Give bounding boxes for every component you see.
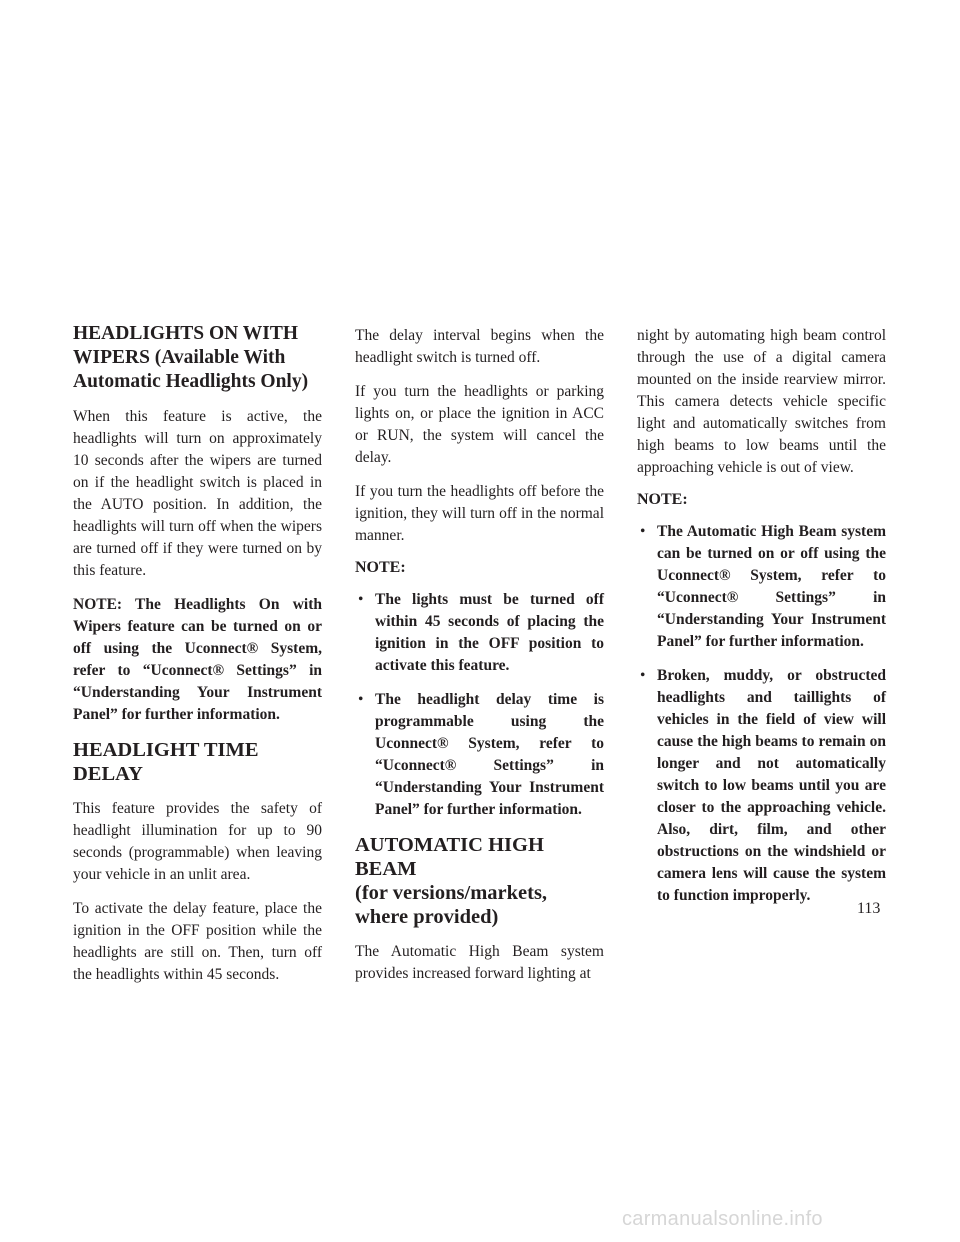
list-item-text: The headlight delay time is programmable using the Uconnect® System, refer to “Uconnect® Settings” in “Understanding Your Instrument Panel” for further information. [375, 691, 604, 818]
paragraph: When this feature is active, the headlights will turn on approximately 10 seconds after the wipers are turned on if the headlight switch is placed in the AUTO position. In addition, the headlights will turn off when the wipers are turned off if they were turned on by this feature. [73, 408, 322, 579]
bullet-icon: • [358, 591, 364, 608]
list-item-text: The Automatic High Beam system can be turned on or off using the Uconnect® System, refer to “Uconnect® Settings” in “Understanding Your Instrument Panel” for further information. [657, 523, 886, 650]
bullet-icon: • [640, 667, 646, 684]
bullet-icon: • [358, 691, 364, 708]
paragraph: To activate the delay feature, place the ignition in the OFF position while the headlights are still on. Then, turn off the headlights within 45 seconds. [73, 900, 322, 983]
page-number: 113 [857, 900, 881, 917]
heading-main: AUTOMATIC HIGH BEAM [355, 834, 544, 880]
list-item-text: Broken, muddy, or obstructed headlights and taillights of vehicles in the field of view will cause the high beams to remain on longer and not automatically switch to low beams until you are closer to the approaching vehicle. Also, dirt, film, and other obstructions on the windshield or camera lens will cause the system to function improperly. [657, 667, 886, 904]
bullet-icon: • [640, 523, 646, 540]
list-item [637, 665, 886, 907]
paragraph: The Automatic High Beam system provides increased forward lighting at [355, 943, 604, 982]
list-item [637, 521, 886, 653]
note-bullet-list [637, 521, 886, 907]
heading-subtitle: (for versions/markets, where provided) [355, 882, 548, 928]
paragraph: If you turn the headlights off before the ignition, they will turn off in the normal manner. [355, 483, 604, 544]
paragraph: The delay interval begins when the headlight switch is turned off. [355, 327, 604, 366]
column-left [73, 322, 322, 998]
list-item-text: The lights must be turned off within 45 seconds of placing the ignition in the OFF position to activate this feature. [375, 591, 604, 674]
paragraph: night by automating high beam control through the use of a digital camera mounted on the inside rearview mirror. This camera detects vehicle specific light and automatically switches from high beams to low beams until the approaching vehicle is out of view. [637, 327, 886, 476]
section-heading-automatic-high-beam [355, 833, 604, 929]
list-item [355, 589, 604, 677]
note-label: NOTE: [637, 491, 688, 508]
paragraph: This feature provides the safety of headlight illumination for up to 90 seconds (programmable) when leaving your vehicle in an unlit area. [73, 800, 322, 883]
column-right [637, 325, 886, 919]
column-middle [355, 325, 604, 997]
section-heading-headlights-on-with-wipers: HEADLIGHTS ON WITH WIPERS (Available With Automatic Headlights Only) [73, 323, 309, 392]
list-item [355, 689, 604, 821]
paragraph: If you turn the headlights or parking lights on, or place the ignition in ACC or RUN, the system will cancel the delay. [355, 383, 604, 466]
watermark: carmanualsonline.info [622, 1208, 823, 1230]
section-heading-headlight-time-delay: HEADLIGHT TIME DELAY [73, 739, 259, 785]
note-label: NOTE: [355, 559, 406, 576]
note-paragraph: NOTE: The Headlights On with Wipers feature can be turned on or off using the Uconnect® System, refer to “Uconnect® Settings” in “Understanding Your Instrument Panel” for further information. [73, 596, 322, 723]
note-bullet-list [355, 589, 604, 821]
